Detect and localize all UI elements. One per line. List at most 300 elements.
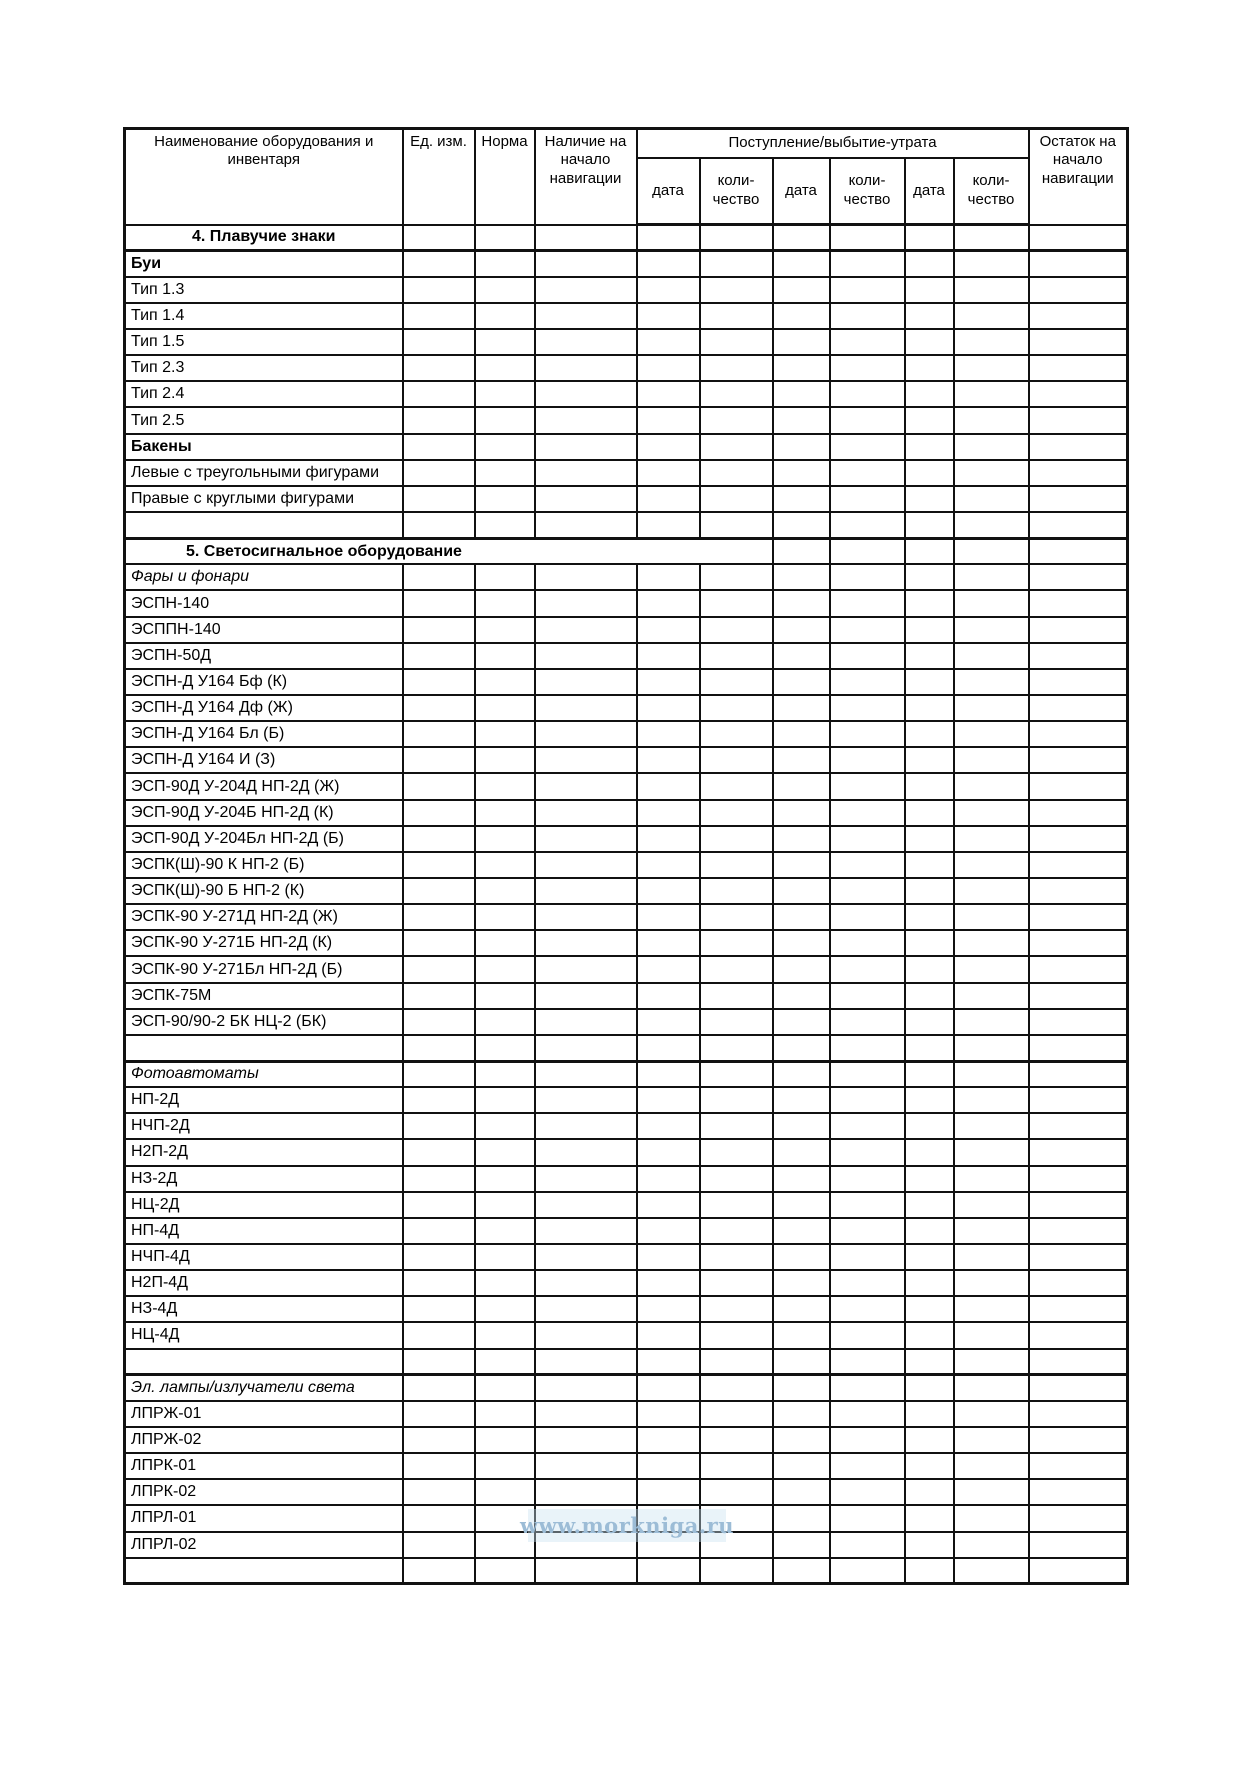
data-cell xyxy=(830,1192,905,1218)
data-cell xyxy=(475,1035,535,1061)
data-cell xyxy=(403,1009,475,1035)
row-label xyxy=(125,1035,403,1061)
table-row xyxy=(125,617,1128,643)
data-cell xyxy=(905,1505,954,1531)
data-cell xyxy=(773,878,830,904)
data-cell xyxy=(954,303,1029,329)
row-label: ЛПРЖ-02 xyxy=(125,1427,403,1453)
table-row xyxy=(125,329,1128,355)
data-cell xyxy=(954,930,1029,956)
data-cell xyxy=(403,1218,475,1244)
data-cell xyxy=(773,1166,830,1192)
data-cell xyxy=(637,355,700,381)
data-cell xyxy=(1029,669,1128,695)
data-cell xyxy=(954,721,1029,747)
data-cell xyxy=(700,983,773,1009)
data-cell xyxy=(830,590,905,616)
data-cell xyxy=(475,747,535,773)
row-label: ЭСПК(Ш)-90 К НП-2 (Б) xyxy=(125,852,403,878)
data-cell xyxy=(700,1427,773,1453)
data-cell xyxy=(954,1401,1029,1427)
data-cell xyxy=(403,1453,475,1479)
data-cell xyxy=(475,956,535,982)
data-cell xyxy=(954,538,1029,564)
data-cell xyxy=(637,564,700,590)
data-cell xyxy=(954,355,1029,381)
data-cell xyxy=(1029,617,1128,643)
data-cell xyxy=(773,1113,830,1139)
data-cell xyxy=(773,538,830,564)
data-cell xyxy=(1029,930,1128,956)
data-cell xyxy=(905,1479,954,1505)
data-cell xyxy=(403,590,475,616)
data-cell xyxy=(905,617,954,643)
row-label: Н2П-2Д xyxy=(125,1139,403,1165)
table-row xyxy=(125,1349,1128,1375)
data-cell xyxy=(954,1453,1029,1479)
data-cell xyxy=(403,800,475,826)
data-cell xyxy=(1029,1322,1128,1348)
data-cell xyxy=(535,1479,637,1505)
data-cell xyxy=(535,1087,637,1113)
data-cell xyxy=(773,1505,830,1531)
table-row xyxy=(125,1087,1128,1113)
data-cell xyxy=(475,800,535,826)
data-cell xyxy=(403,1322,475,1348)
table-row xyxy=(125,277,1128,303)
col-header-availability-start: Наличие на начало навигации xyxy=(535,129,637,225)
data-cell xyxy=(1029,1009,1128,1035)
data-cell xyxy=(535,486,637,512)
data-cell xyxy=(830,1558,905,1584)
data-cell xyxy=(535,355,637,381)
data-cell xyxy=(637,1035,700,1061)
data-cell xyxy=(403,826,475,852)
data-cell xyxy=(535,1218,637,1244)
data-cell xyxy=(1029,434,1128,460)
data-cell xyxy=(773,434,830,460)
data-cell xyxy=(1029,1113,1128,1139)
data-cell xyxy=(637,773,700,799)
data-cell xyxy=(637,852,700,878)
data-cell xyxy=(954,1375,1029,1401)
data-cell xyxy=(1029,1035,1128,1061)
table-row xyxy=(125,643,1128,669)
data-cell xyxy=(1029,277,1128,303)
data-cell xyxy=(1029,878,1128,904)
data-cell xyxy=(905,956,954,982)
data-cell xyxy=(403,1087,475,1113)
data-cell xyxy=(475,1087,535,1113)
data-cell xyxy=(637,1113,700,1139)
data-cell xyxy=(475,407,535,433)
data-cell xyxy=(475,460,535,486)
data-cell xyxy=(700,1113,773,1139)
data-cell xyxy=(773,643,830,669)
data-cell xyxy=(475,512,535,538)
row-label: ЭСПК-75М xyxy=(125,983,403,1009)
data-cell xyxy=(954,486,1029,512)
data-cell xyxy=(1029,1166,1128,1192)
data-cell xyxy=(475,1479,535,1505)
data-cell xyxy=(773,303,830,329)
table-row xyxy=(125,773,1128,799)
data-cell xyxy=(403,460,475,486)
row-label: ЭСПН-Д У164 Дф (Ж) xyxy=(125,695,403,721)
data-cell xyxy=(403,1166,475,1192)
data-cell xyxy=(1029,1087,1128,1113)
data-cell xyxy=(637,669,700,695)
data-cell xyxy=(403,1113,475,1139)
data-cell xyxy=(905,1296,954,1322)
data-cell xyxy=(475,669,535,695)
table-row xyxy=(125,1113,1128,1139)
data-cell xyxy=(905,904,954,930)
data-cell xyxy=(830,486,905,512)
row-label: ЭСПК-90 У-271Б НП-2Д (К) xyxy=(125,930,403,956)
table-row xyxy=(125,1035,1128,1061)
data-cell xyxy=(830,329,905,355)
data-cell xyxy=(475,1349,535,1375)
data-cell xyxy=(700,225,773,251)
data-cell xyxy=(403,983,475,1009)
data-cell xyxy=(905,1061,954,1087)
data-cell xyxy=(954,1113,1029,1139)
data-cell xyxy=(1029,225,1128,251)
data-cell xyxy=(905,1244,954,1270)
data-cell xyxy=(954,983,1029,1009)
data-cell xyxy=(535,878,637,904)
data-cell xyxy=(700,956,773,982)
data-cell xyxy=(475,617,535,643)
data-cell xyxy=(773,983,830,1009)
data-cell xyxy=(535,1322,637,1348)
data-cell xyxy=(535,1349,637,1375)
data-cell xyxy=(637,1139,700,1165)
data-cell xyxy=(773,1375,830,1401)
data-cell xyxy=(1029,407,1128,433)
data-cell xyxy=(700,303,773,329)
data-cell xyxy=(773,590,830,616)
data-cell xyxy=(773,1087,830,1113)
row-label: ЭСП-90Д У-204Д НП-2Д (Ж) xyxy=(125,773,403,799)
data-cell xyxy=(700,1401,773,1427)
table-row xyxy=(125,669,1128,695)
data-cell xyxy=(535,1139,637,1165)
data-cell xyxy=(637,1061,700,1087)
data-cell xyxy=(954,826,1029,852)
data-cell xyxy=(773,747,830,773)
row-label: ЭСПК-90 У-271Бл НП-2Д (Б) xyxy=(125,956,403,982)
row-label: ЛПРЛ-01 xyxy=(125,1505,403,1531)
data-cell xyxy=(1029,512,1128,538)
data-cell xyxy=(700,1139,773,1165)
table-row xyxy=(125,303,1128,329)
table-row xyxy=(125,1061,1128,1087)
data-cell xyxy=(403,904,475,930)
data-cell xyxy=(535,1035,637,1061)
data-cell xyxy=(700,1296,773,1322)
data-cell xyxy=(1029,329,1128,355)
data-cell xyxy=(954,1532,1029,1558)
data-cell xyxy=(475,1322,535,1348)
data-cell xyxy=(830,1322,905,1348)
data-cell xyxy=(1029,590,1128,616)
data-cell xyxy=(637,407,700,433)
data-cell xyxy=(700,1479,773,1505)
row-label: Тип 2.5 xyxy=(125,407,403,433)
data-cell xyxy=(830,407,905,433)
data-cell xyxy=(535,1192,637,1218)
data-cell xyxy=(535,1244,637,1270)
data-cell xyxy=(954,329,1029,355)
row-label: ЭСПК(Ш)-90 Б НП-2 (К) xyxy=(125,878,403,904)
data-cell xyxy=(403,486,475,512)
row-label: НЗ-4Д xyxy=(125,1296,403,1322)
data-cell xyxy=(905,355,954,381)
data-cell xyxy=(475,1427,535,1453)
data-cell xyxy=(403,956,475,982)
data-cell xyxy=(475,930,535,956)
data-cell xyxy=(830,1375,905,1401)
data-cell xyxy=(1029,1139,1128,1165)
data-cell xyxy=(954,1061,1029,1087)
row-label: Правые с круглыми фигурами xyxy=(125,486,403,512)
data-cell xyxy=(535,773,637,799)
data-cell xyxy=(637,643,700,669)
data-cell xyxy=(475,590,535,616)
data-cell xyxy=(905,1375,954,1401)
data-cell xyxy=(637,1166,700,1192)
data-cell xyxy=(773,355,830,381)
data-cell xyxy=(773,486,830,512)
data-cell xyxy=(637,1558,700,1584)
data-cell xyxy=(905,747,954,773)
data-cell xyxy=(637,277,700,303)
data-cell xyxy=(535,956,637,982)
data-cell xyxy=(773,1192,830,1218)
data-cell xyxy=(905,721,954,747)
data-cell xyxy=(637,1244,700,1270)
data-cell xyxy=(905,1009,954,1035)
data-cell xyxy=(403,564,475,590)
row-label: НП-4Д xyxy=(125,1218,403,1244)
data-cell xyxy=(1029,1296,1128,1322)
row-label: ЭСП-90/90-2 БК НЦ-2 (БК) xyxy=(125,1009,403,1035)
data-cell xyxy=(1029,983,1128,1009)
data-cell xyxy=(475,1139,535,1165)
col-header-name: Наименование оборудования и инвентаря xyxy=(125,129,403,225)
data-cell xyxy=(535,251,637,277)
data-cell xyxy=(403,1349,475,1375)
data-cell xyxy=(905,407,954,433)
data-cell xyxy=(830,355,905,381)
table-row xyxy=(125,695,1128,721)
data-cell xyxy=(954,878,1029,904)
data-cell xyxy=(535,277,637,303)
data-cell xyxy=(830,956,905,982)
data-cell xyxy=(1029,355,1128,381)
data-cell xyxy=(830,538,905,564)
data-cell xyxy=(905,512,954,538)
data-cell xyxy=(830,1009,905,1035)
data-cell xyxy=(1029,1375,1128,1401)
data-cell xyxy=(1029,564,1128,590)
data-cell xyxy=(403,1270,475,1296)
data-cell xyxy=(475,1401,535,1427)
data-cell xyxy=(773,1296,830,1322)
inventory-table xyxy=(123,127,1129,1585)
data-cell xyxy=(403,225,475,251)
data-cell xyxy=(700,434,773,460)
data-cell xyxy=(773,460,830,486)
data-cell xyxy=(905,1139,954,1165)
table-row xyxy=(125,1558,1128,1584)
data-cell xyxy=(1029,486,1128,512)
data-cell xyxy=(535,1061,637,1087)
data-cell xyxy=(830,721,905,747)
data-cell xyxy=(637,1192,700,1218)
table-row xyxy=(125,983,1128,1009)
row-label: Тип 1.3 xyxy=(125,277,403,303)
data-cell xyxy=(830,643,905,669)
data-cell xyxy=(954,1479,1029,1505)
data-cell xyxy=(773,1453,830,1479)
data-cell xyxy=(830,852,905,878)
row-label: Буи xyxy=(125,251,403,277)
table-row xyxy=(125,564,1128,590)
data-cell xyxy=(700,512,773,538)
data-cell xyxy=(905,669,954,695)
data-cell xyxy=(773,512,830,538)
data-cell xyxy=(905,225,954,251)
data-cell xyxy=(830,669,905,695)
data-cell xyxy=(1029,956,1128,982)
table-row xyxy=(125,1270,1128,1296)
data-cell xyxy=(1029,695,1128,721)
data-cell xyxy=(700,721,773,747)
data-cell xyxy=(403,407,475,433)
data-cell xyxy=(475,251,535,277)
table-row xyxy=(125,538,1128,564)
data-cell xyxy=(773,225,830,251)
data-cell xyxy=(773,1401,830,1427)
data-cell xyxy=(637,904,700,930)
row-label: НП-2Д xyxy=(125,1087,403,1113)
row-label: Тип 1.5 xyxy=(125,329,403,355)
row-label: Тип 2.4 xyxy=(125,381,403,407)
data-cell xyxy=(954,1035,1029,1061)
data-cell xyxy=(403,381,475,407)
data-cell xyxy=(954,277,1029,303)
col-header-unit: Ед. изм. xyxy=(403,129,475,225)
data-cell xyxy=(475,1113,535,1139)
data-cell xyxy=(905,1087,954,1113)
table-row xyxy=(125,1009,1128,1035)
data-cell xyxy=(475,878,535,904)
col-header-quantity-1: коли-чество xyxy=(700,158,773,225)
data-cell xyxy=(637,1296,700,1322)
table-row xyxy=(125,1322,1128,1348)
data-cell xyxy=(905,1166,954,1192)
table-row xyxy=(125,225,1128,251)
data-cell xyxy=(475,1296,535,1322)
data-cell xyxy=(700,695,773,721)
data-cell xyxy=(475,355,535,381)
data-cell xyxy=(475,983,535,1009)
data-cell xyxy=(637,695,700,721)
data-cell xyxy=(954,434,1029,460)
data-cell xyxy=(905,643,954,669)
data-cell xyxy=(773,1218,830,1244)
data-cell xyxy=(773,1322,830,1348)
col-header-remainder: Остаток на начало навигации xyxy=(1029,129,1128,225)
data-cell xyxy=(535,852,637,878)
data-cell xyxy=(954,1009,1029,1035)
data-cell xyxy=(403,643,475,669)
data-cell xyxy=(905,486,954,512)
data-cell xyxy=(637,1270,700,1296)
data-cell xyxy=(403,852,475,878)
data-cell xyxy=(637,1349,700,1375)
data-cell xyxy=(535,381,637,407)
data-cell xyxy=(830,1296,905,1322)
data-cell xyxy=(773,1139,830,1165)
data-cell xyxy=(535,1375,637,1401)
data-cell xyxy=(830,277,905,303)
data-cell xyxy=(475,695,535,721)
col-header-flow-group: Поступление/выбытие-утрата xyxy=(637,129,1029,158)
data-cell xyxy=(905,277,954,303)
data-cell xyxy=(954,1218,1029,1244)
table-row xyxy=(125,826,1128,852)
data-cell xyxy=(403,1244,475,1270)
data-cell xyxy=(403,669,475,695)
data-cell xyxy=(954,1322,1029,1348)
data-cell xyxy=(954,643,1029,669)
data-cell xyxy=(403,1427,475,1453)
data-cell xyxy=(830,826,905,852)
data-cell xyxy=(830,1166,905,1192)
data-cell xyxy=(535,983,637,1009)
data-cell xyxy=(475,486,535,512)
data-cell xyxy=(830,1218,905,1244)
table-row xyxy=(125,1401,1128,1427)
row-label: ЛПРК-01 xyxy=(125,1453,403,1479)
data-cell xyxy=(773,407,830,433)
data-cell xyxy=(535,564,637,590)
row-label xyxy=(125,512,403,538)
data-cell xyxy=(637,460,700,486)
data-cell xyxy=(535,590,637,616)
data-cell xyxy=(905,852,954,878)
table-row xyxy=(125,1427,1128,1453)
row-label: Эл. лампы/излучатели света xyxy=(125,1375,403,1401)
data-cell xyxy=(637,826,700,852)
data-cell xyxy=(1029,1061,1128,1087)
data-cell xyxy=(637,329,700,355)
data-cell xyxy=(905,460,954,486)
table-row xyxy=(125,1453,1128,1479)
data-cell xyxy=(637,878,700,904)
data-cell xyxy=(773,1035,830,1061)
data-cell xyxy=(403,251,475,277)
data-cell xyxy=(637,512,700,538)
data-cell xyxy=(475,1061,535,1087)
data-cell xyxy=(700,1270,773,1296)
data-cell xyxy=(905,1322,954,1348)
data-cell xyxy=(535,1401,637,1427)
